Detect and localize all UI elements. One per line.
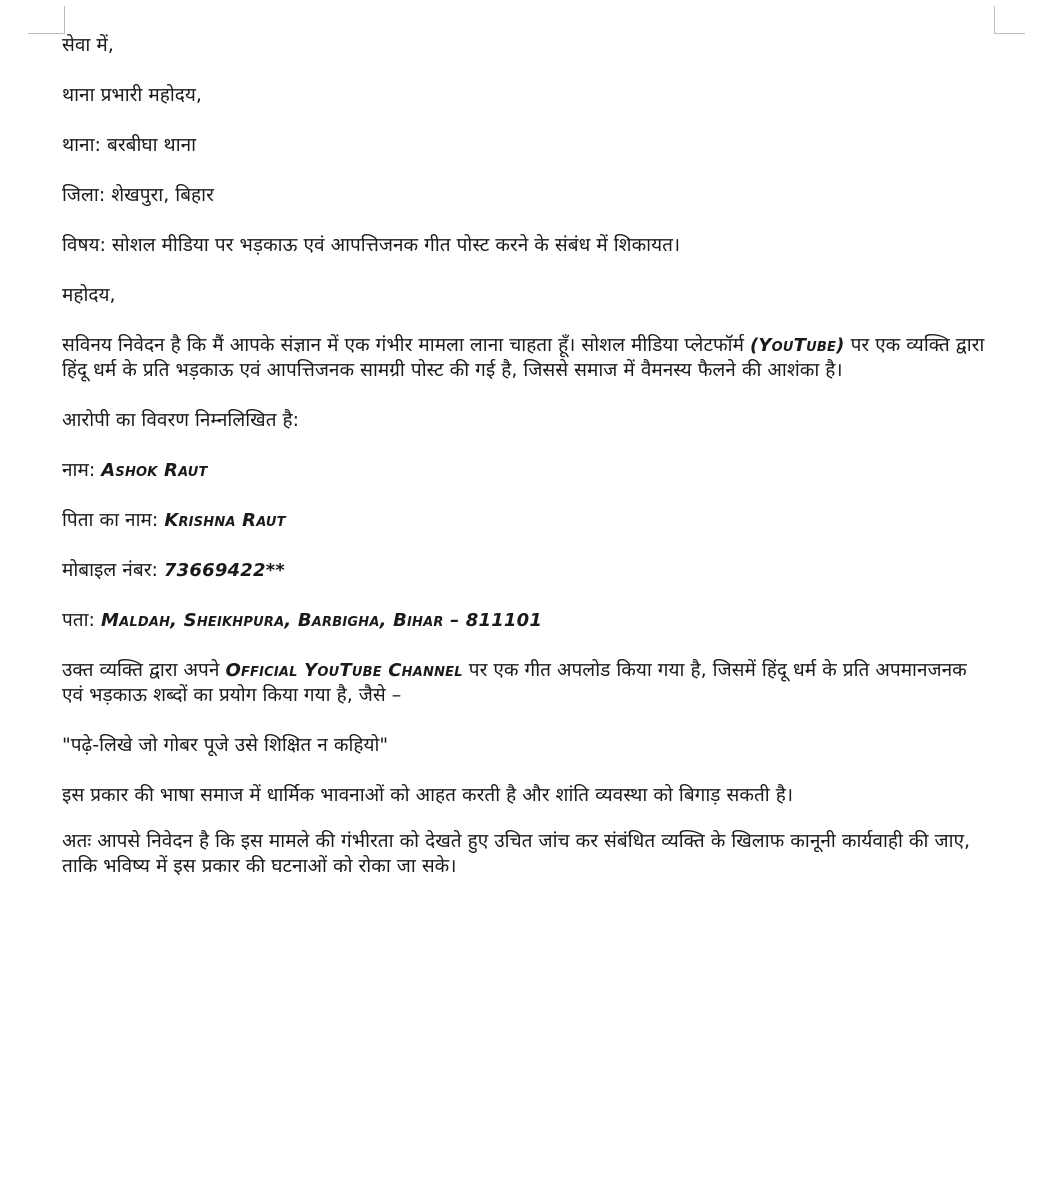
upload-paragraph <box>62 658 990 708</box>
address-value: Maldah, Sheikhpura, Barbigha, Bihar – 811101 <box>100 610 543 631</box>
left-corner-crop-mark <box>28 6 65 34</box>
salutation-to: सेवा में, <box>62 34 114 56</box>
song-quote: "पढ़े-लिखे जो गोबर पूजे उसे शिक्षित न कहियो" <box>62 734 389 756</box>
accused-heading: आरोपी का विवरण निम्नलिखित है: <box>62 409 300 431</box>
intro-paragraph <box>62 333 990 383</box>
request-paragraph: अतः आपसे निवेदन है कि इस मामले की गंभीरता को देखते हुए उचित जांच कर संबंधित व्यक्ति के खिलाफ कानूनी कार्यवाही की जाए, ताकि भविष्य में इस प्रकार की घटनाओं को रोका जा सके। <box>62 830 971 877</box>
accused-name <box>62 458 992 483</box>
intro-text-part2: पर एक व्यक्ति द्वारा हिंदू धर्म के प्रति भड़काऊ एवं आपत्तिजनक सामग्री पोस्ट की गई है, जिससे समाज में वैमनस्य फैलने की आशंका है। <box>62 334 985 381</box>
name-label: नाम: <box>62 459 102 481</box>
district: जिला: शेखपुरा, बिहार <box>62 184 214 206</box>
accused-address <box>62 608 992 633</box>
upload-channel: Official YouTube Channel <box>225 660 463 681</box>
police-station: थाना: बरबीघा थाना <box>62 134 197 156</box>
name-value: Ashok Raut <box>101 460 208 481</box>
greeting: महोदय, <box>62 284 116 306</box>
subject-line: विषय: सोशल मीडिया पर भड़काऊ एवं आपत्तिजनक गीत पोस्ट करने के संबंध में शिकायत। <box>62 234 681 256</box>
right-corner-crop-mark <box>994 6 1025 34</box>
accused-father-name <box>62 508 992 533</box>
father-label: पिता का नाम: <box>62 509 165 531</box>
upload-text-part2: पर एक गीत अपलोड किया गया है, जिसमें हिंदू धर्म के प्रति अपमानजनक एवं भड़काऊ शब्दों का प्रयोग किया गया है, जैसे – <box>62 659 967 706</box>
addressee: थाना प्रभारी महोदय, <box>62 84 202 106</box>
mobile-value: 73669422** <box>163 560 285 581</box>
intro-text-part1: सविनय निवेदन है कि मैं आपके संज्ञान में एक गंभीर मामला लाना चाहता हूँ। सोशल मीडिया प्लेटफॉर्म <box>62 334 750 356</box>
upload-text-part1: उक्त व्यक्ति द्वारा अपने <box>62 659 226 681</box>
intro-platform: (YouTube) <box>750 335 845 356</box>
father-value: Krishna Raut <box>164 510 286 531</box>
address-label: पता: <box>62 609 101 631</box>
impact-statement: इस प्रकार की भाषा समाज में धार्मिक भावनाओं को आहत करती है और शांति व्यवस्था को बिगाड़ सकती है। <box>62 784 794 806</box>
accused-mobile <box>62 558 992 583</box>
letter-body <box>62 33 992 879</box>
mobile-label: मोबाइल नंबर: <box>62 559 164 581</box>
